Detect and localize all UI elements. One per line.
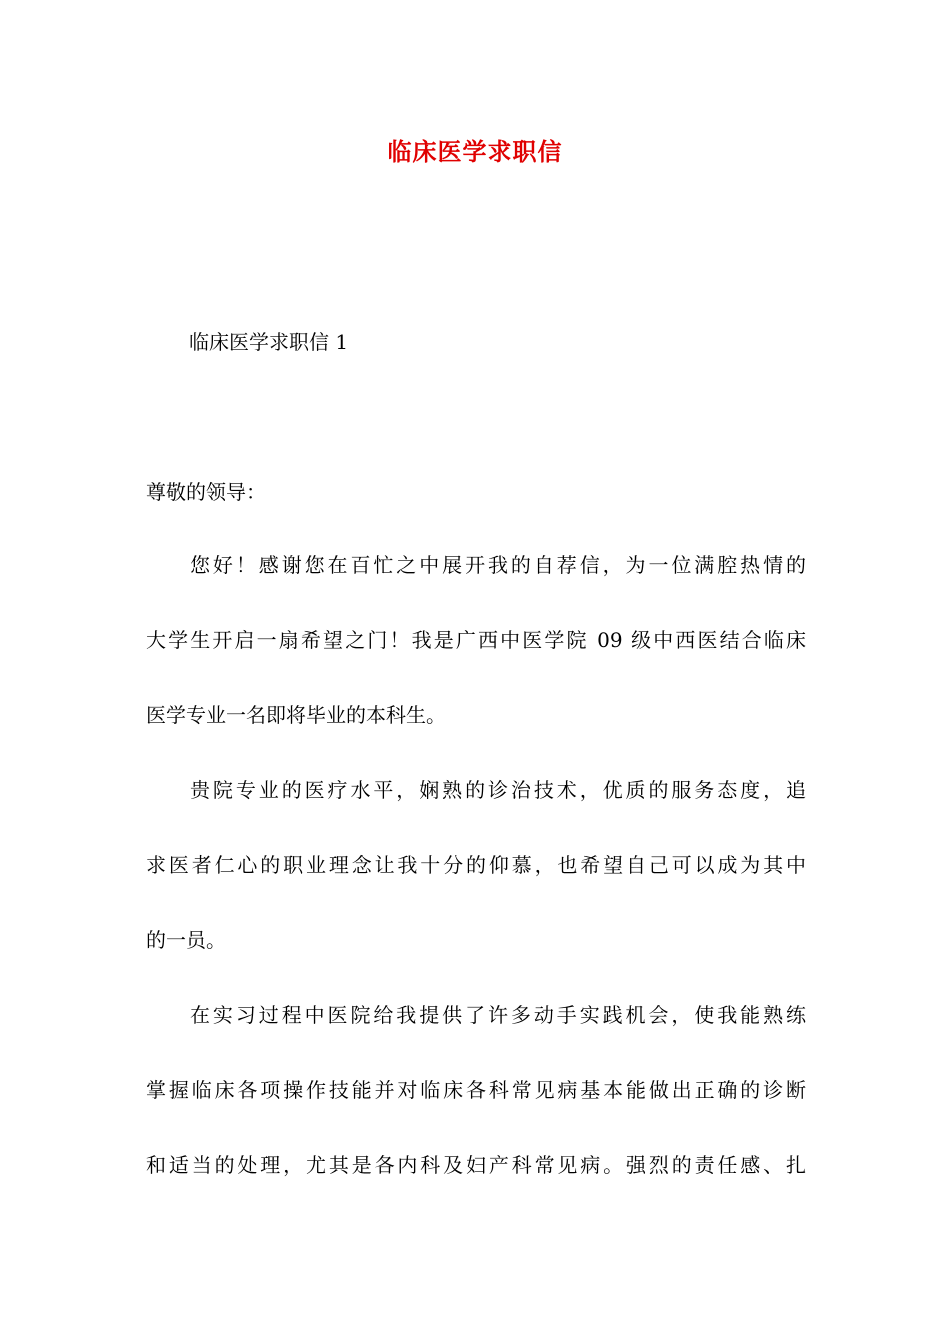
paragraph-line: 和适当的处理，尤其是各内科及妇产科常见病。强烈的责任感、扎	[146, 1153, 806, 1177]
document-subtitle: 临床医学求职信 1	[189, 330, 349, 354]
paragraph-line: 在实习过程中医院给我提供了许多动手实践机会，使我能熟练	[190, 1003, 806, 1027]
salutation: 尊敬的领导：	[146, 480, 266, 504]
paragraph-line: 医学专业一名即将毕业的本科生。	[146, 703, 446, 727]
paragraph-line: 的一员。	[146, 928, 226, 952]
paragraph-line: 大学生开启一扇希望之门！我是广西中医学院 09 级中西医结合临床	[146, 628, 806, 652]
paragraph-line: 贵院专业的医疗水平，娴熟的诊治技术，优质的服务态度，追	[190, 778, 806, 802]
paragraph-line: 求医者仁心的职业理念让我十分的仰慕，也希望自己可以成为其中	[146, 853, 806, 877]
paragraph-line: 您好！感谢您在百忙之中展开我的自荐信，为一位满腔热情的	[190, 553, 806, 577]
paragraph-line: 掌握临床各项操作技能并对临床各科常见病基本能做出正确的诊断	[146, 1078, 806, 1102]
document-title: 临床医学求职信	[387, 137, 563, 166]
paragraph-internship	[146, 978, 806, 1203]
paragraph-admiration	[146, 753, 806, 978]
paragraph-greeting	[146, 528, 806, 753]
